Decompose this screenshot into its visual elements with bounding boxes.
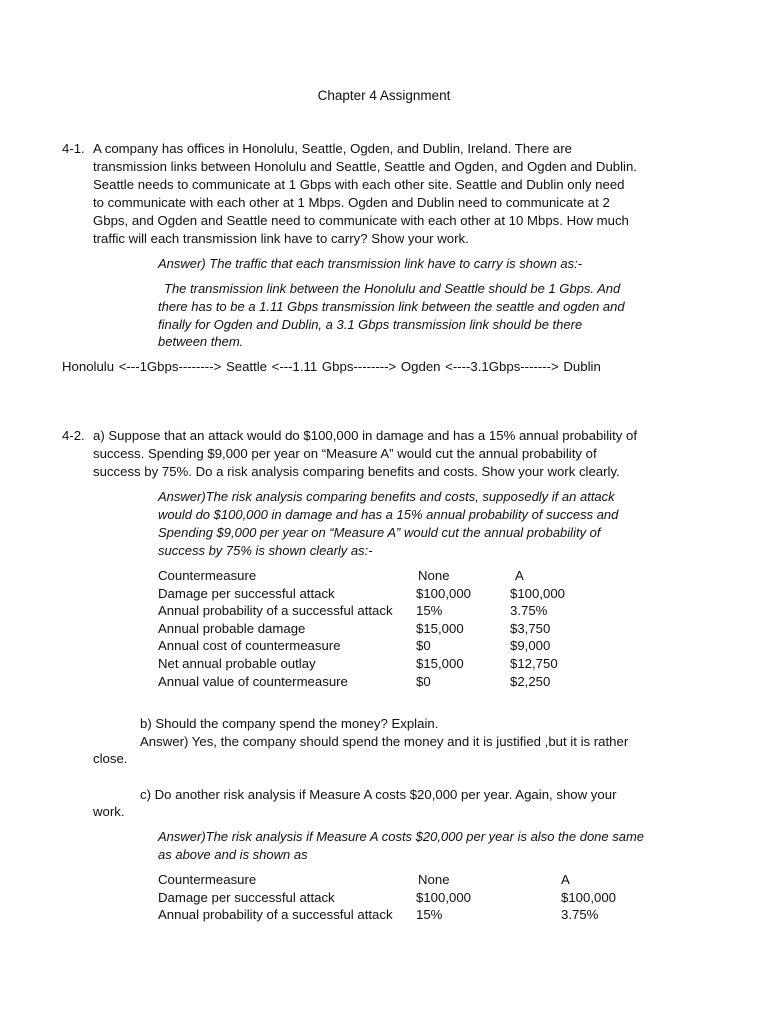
table-cell: Net annual probable outlay bbox=[158, 656, 316, 671]
table-cell: $15,000 bbox=[416, 656, 464, 671]
table-row bbox=[158, 872, 678, 890]
table-cell: Annual cost of countermeasure bbox=[158, 638, 341, 653]
answer-line: as above and is shown as bbox=[158, 847, 308, 862]
table-row bbox=[158, 656, 678, 674]
table-cell: Annual probable damage bbox=[158, 621, 306, 636]
table-cell: Countermeasure bbox=[158, 568, 257, 583]
table-row bbox=[158, 603, 678, 621]
table-cell: A bbox=[561, 872, 570, 887]
table-row bbox=[158, 638, 678, 656]
table-cell: 3.75% bbox=[561, 907, 599, 922]
answer-line: The transmission link between the Honolulu and Seattle should be 1 Gbps. And bbox=[164, 281, 621, 296]
table-cell: Countermeasure bbox=[158, 872, 257, 887]
answer-part-b: Answer) Yes, the company should spend the money and it is justified ,but it is rather bbox=[140, 734, 629, 749]
table-cell: $0 bbox=[416, 674, 431, 689]
question-line: a) Suppose that an attack would do $100,000 in damage and has a 15% annual probability of bbox=[93, 428, 638, 443]
answer-line: between them. bbox=[158, 334, 244, 349]
table-cell: $2,250 bbox=[510, 674, 551, 689]
answer-line: Spending $9,000 per year on “Measure A” would cut the annual probability of bbox=[158, 525, 601, 540]
page-title: Chapter 4 Assignment bbox=[317, 88, 451, 103]
question-line: traffic will each transmission link have to carry? Show your work. bbox=[93, 231, 469, 246]
table-row bbox=[158, 621, 678, 639]
question-line: Gbps, and Ogden and Seattle need to communicate with each other at 10 Mbps. How much bbox=[93, 213, 629, 228]
answer-part-b-continued: close. bbox=[93, 751, 128, 766]
table-cell: $15,000 bbox=[416, 621, 464, 636]
question-line: transmission links between Honolulu and Seattle, Seattle and Ogden, and Ogden and Dublin. bbox=[93, 159, 637, 174]
question-part-b: b) Should the company spend the money? Explain. bbox=[140, 716, 439, 731]
question-part-c-continued: work. bbox=[93, 804, 125, 819]
table-cell: Annual value of countermeasure bbox=[158, 674, 348, 689]
question-number-4-2: 4-2. bbox=[62, 428, 85, 443]
table-cell: Damage per successful attack bbox=[158, 890, 335, 905]
question-line: Seattle needs to communicate at 1 Gbps with each other site. Seattle and Dublin only need bbox=[93, 177, 625, 192]
table-row bbox=[158, 907, 678, 925]
question-line: A company has offices in Honolulu, Seattle, Ogden, and Dublin, Ireland. There are bbox=[93, 141, 572, 156]
table-row bbox=[158, 586, 678, 604]
table-cell: 3.75% bbox=[510, 603, 548, 618]
question-line: to communicate with each other at 1 Mbps. Ogden and Dublin need to communicate at 2 bbox=[93, 195, 610, 210]
answer-line: Answer)The risk analysis if Measure A costs $20,000 per year is also the done same bbox=[158, 829, 645, 844]
table-cell: Annual probability of a successful attack bbox=[158, 603, 393, 618]
table-row bbox=[158, 674, 678, 692]
answer-line: finally for Ogden and Dublin, a 3.1 Gbps transmission link should be there bbox=[158, 317, 583, 332]
table-cell: $100,000 bbox=[416, 586, 472, 601]
table-row bbox=[158, 568, 678, 586]
table-cell: 15% bbox=[416, 603, 443, 618]
table-cell: $0 bbox=[416, 638, 431, 653]
table-cell: $9,000 bbox=[510, 638, 551, 653]
table-cell: Annual probability of a successful attack bbox=[158, 907, 393, 922]
table-cell: Damage per successful attack bbox=[158, 586, 335, 601]
answer-line: there has to be a 1.11 Gbps transmission link between the seattle and ogden and bbox=[158, 299, 625, 314]
question-number-4-1: 4-1. bbox=[62, 141, 85, 156]
table-cell: $12,750 bbox=[510, 656, 558, 671]
answer-line: Answer) The traffic that each transmission link have to carry is shown as:- bbox=[158, 256, 583, 271]
link-diagram: Honolulu <---1Gbps--------> Seattle <---1.11 Gbps--------> Ogden <----3.1Gbps-------> Dublin bbox=[62, 359, 601, 374]
table-cell: $100,000 bbox=[510, 586, 566, 601]
table-cell: 15% bbox=[416, 907, 443, 922]
table-cell: A bbox=[515, 568, 524, 583]
table-cell: None bbox=[418, 872, 450, 887]
question-line: success. Spending $9,000 per year on “Measure A” would cut the annual probability of bbox=[93, 446, 597, 461]
question-line: success by 75%. Do a risk analysis comparing benefits and costs. Show your work clearly. bbox=[93, 464, 620, 479]
table-cell: $100,000 bbox=[416, 890, 472, 905]
table-cell: None bbox=[418, 568, 450, 583]
question-part-c: c) Do another risk analysis if Measure A costs $20,000 per year. Again, show your bbox=[140, 787, 617, 802]
answer-line: would do $100,000 in damage and has a 15% annual probability of success and bbox=[158, 507, 619, 522]
answer-line: Answer)The risk analysis comparing benefits and costs, supposedly if an attack bbox=[158, 489, 615, 504]
table-cell: $3,750 bbox=[510, 621, 551, 636]
table-row bbox=[158, 890, 678, 908]
table-cell: $100,000 bbox=[561, 890, 617, 905]
answer-line: success by 75% is shown clearly as:- bbox=[158, 543, 373, 558]
